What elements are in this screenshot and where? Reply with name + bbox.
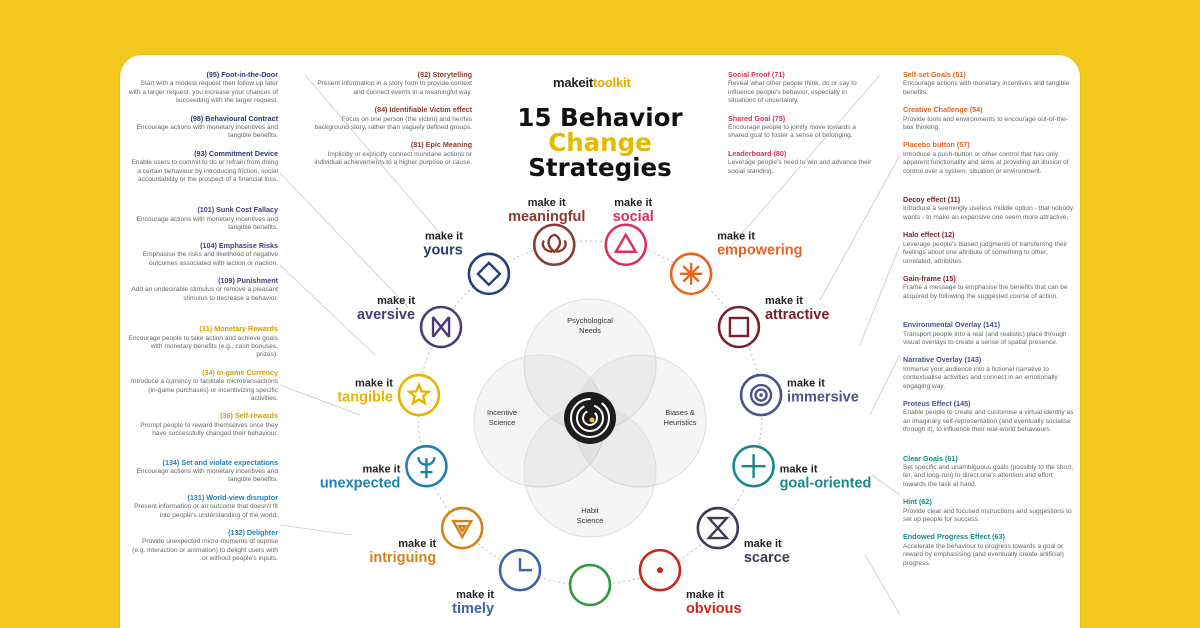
strategy-word: scarce [743, 550, 790, 567]
technique-description: Start with a modest request then follow up later with a larger request, you increase your chances of succeeding with the larger request. [128, 80, 278, 105]
strategy-label [337, 377, 393, 405]
technique-title: Social Proof (71) [728, 70, 785, 79]
strategy-word: timely [452, 601, 495, 618]
title-line-1: 15 Behavior [517, 103, 683, 132]
technique-title: (98) Behavioural Contract [190, 113, 278, 123]
technique-title: Proteus Effect (145) [903, 398, 971, 408]
strategy-word: yours [423, 242, 463, 259]
strategy-word: attractive [764, 307, 830, 323]
technique-title: (132) Delighter [228, 528, 278, 538]
strategy-label [357, 295, 415, 323]
technique-description: Encourage actions with monetary incentives and tangible benefits. [136, 468, 278, 484]
technique-title: (95) Foot-in-the-Door [206, 70, 278, 79]
strategy-node-ring [534, 225, 574, 265]
technique-title: (84) Identifiable Victim effect [374, 105, 472, 115]
technique-description: Encourage people to take action and achieve goals with monetary benefits (e.g., cash bonuses, prizes). [128, 334, 278, 359]
strategy-node-meaningful [508, 197, 585, 265]
technique-description: Present information in a story form to provide context and connect events in a meaningful way. [317, 80, 472, 96]
connector-line [870, 355, 900, 415]
strategy-word: goal-oriented [779, 475, 872, 492]
technique-title: (81) Epic Meaning [410, 140, 472, 150]
infographic-card [120, 55, 1080, 628]
technique-description: Encourage actions with monetary incentives and tangible benefits. [903, 80, 1070, 96]
strategy-word: meaningful [508, 208, 586, 225]
technique-description: Focus on one person (the victim) and her/his background story, rather than vaguely defined groups. [314, 115, 472, 132]
strategy-label [744, 538, 790, 566]
connector-line [305, 75, 450, 245]
technique-description: Accelerate the behaviour to progress towards a goal or reward by emphasising (and eventually create artificial) progress. [903, 542, 1064, 567]
strategy-node-intriguing [369, 508, 482, 566]
technique-description: Transport people into a real (and realistic) place through visual overlays to create a sense of spatial presence. [903, 330, 1067, 346]
technique-title: (109) Punishment [218, 275, 278, 285]
technique-description: Enable people to create and customise a virtual identity as an imaginary self-representation (and eventually socialise through it), to influence their real-world behaviours. [903, 409, 1074, 434]
connector-line [860, 245, 900, 345]
technique-description: Provide tools and environments to encourage out-of-the-box thinking. [903, 115, 1068, 132]
strategy-node-ring [399, 375, 439, 415]
asterisk-icon [680, 263, 702, 285]
technique-description: Encourage actions with monetary incentives and tangible benefits. [136, 124, 278, 140]
technique-description: Leverage people's biased judgments of transferring their feelings about one attribute of something to other, unrelated, attributes. [903, 240, 1068, 265]
strategy-label [508, 197, 585, 225]
strategy-node-timely [452, 550, 540, 617]
make-it-text: make it [717, 230, 756, 243]
strategy-node-social [606, 197, 654, 265]
technique-description: Enable users to commit to do or refrain from doing a certain behaviour by introducing friction, social accountability or the prospect of a financial loss. [131, 159, 278, 184]
connector-line [280, 525, 352, 535]
title-line-3: Strategies [528, 153, 672, 182]
make-it-text: make it [764, 295, 803, 307]
title-line-2: Change [548, 128, 652, 157]
technique-title: (104) Emphasise Risks [200, 240, 278, 250]
technique-title: (34) In-game Currency [202, 367, 278, 377]
strategy-label [613, 197, 654, 225]
strategy-word: tangible [337, 389, 393, 406]
technique-title: Halo effect (12) [903, 230, 955, 240]
venn-label-psychological-needs: Psychological Needs [567, 316, 613, 335]
strategy-word: intriguing [369, 550, 437, 567]
technique-description: Introduce a seemingly useless middle option - that nobody wants - to make an expensive one seem more attractive. [903, 205, 1074, 221]
strategy-word: empowering [717, 242, 803, 259]
make-it-text: make it [456, 589, 495, 602]
make-it-text: make it [362, 463, 401, 476]
make-it-text: make it [685, 589, 724, 602]
strategy-node-ring [442, 508, 482, 548]
technique-description: Introduce a currency to facilitate microtransactions (in-game purchases) or incentivizing specific activities. [131, 378, 278, 402]
technique-title: Endowed Progress Effect (63) [903, 532, 1005, 542]
strategy-word: obvious [685, 601, 742, 618]
technique-title: (101) Sunk Cost Fallacy [197, 205, 278, 215]
strategy-node-yours [423, 231, 509, 294]
strategy-node-scarce [698, 508, 790, 566]
technique-description: Immerse your audience into a fictional narrative to contextualise activities and connect in an emotionally engaging way. [903, 365, 1058, 390]
strategy-node-ring [719, 307, 759, 347]
strategy-label [452, 589, 494, 617]
make-it-text: make it [787, 377, 825, 390]
technique-title: Environmental Overlay (141) [903, 320, 1001, 330]
strategy-node-unlabeled [570, 565, 610, 605]
technique-description: Provide unexpected micro-moments of suprise (e.g. interaction or animation) to delight users with or without people's inputs. [132, 538, 278, 563]
technique-description: Reveal what other people think, do or say to influence people's behavior, especially in situations of uncertainty. [728, 80, 857, 105]
technique-description: Frame a message to emphasise the benefits that can be acquired by following the suggested course of action. [903, 284, 1068, 300]
make-it-text: make it [614, 196, 653, 209]
strategy-label [765, 295, 829, 323]
technique-title: Self-set Goals (51) [903, 70, 966, 79]
strategy-label [369, 538, 436, 566]
logo-part-2: toolkit [593, 75, 631, 90]
strategy-node-ring [606, 225, 646, 265]
technique-title: Leaderboard (80) [728, 148, 787, 158]
venn-label-habit-science: Habit Science [576, 506, 604, 525]
make-it-text: make it [424, 230, 463, 243]
strategy-label [787, 377, 859, 405]
technique-description: Encourage actions with monetary incentives and tangible benefits. [136, 215, 278, 232]
strategy-label [686, 589, 742, 617]
technique-title: Decoy effect (11) [903, 195, 961, 205]
strategy-label [717, 231, 802, 259]
logo-part-1: makeit [553, 75, 593, 90]
technique-description: Encourage people to jointly move towards a shared goal to foster a sense of belonging. [728, 124, 856, 140]
strategy-label [780, 463, 872, 491]
technique-description: Provide clear and focused instructions and suggestions to set up people for success. [903, 507, 1072, 524]
strategy-word: unexpected [319, 475, 401, 492]
technique-title: (131) World-view disruptor [187, 492, 278, 502]
technique-title: Shared Goal (75) [728, 113, 786, 123]
connector-line [820, 155, 900, 300]
make-it-text: make it [779, 463, 818, 476]
technique-description: Implicitly or explicitly connect mundane actions or individual achievements to a higher purpose or cause. [314, 150, 472, 167]
strategy-node-immersive [741, 375, 859, 415]
technique-description: Prompt people to reward themselves once they have successfully changed their behaviour. [140, 421, 278, 438]
strategy-node-tangible [337, 375, 439, 415]
connector-line [872, 475, 900, 495]
venn-label-incentive-science: Incentive Science [486, 408, 518, 427]
make-it-text: make it [398, 538, 437, 551]
strategy-node-goal-oriented [734, 446, 872, 491]
maze-icon [564, 392, 616, 444]
technique-title: (36) Self-rewards [220, 411, 278, 421]
strategy-word: social [612, 208, 654, 225]
technique-title: Placebo button (57) [903, 140, 970, 150]
make-it-text: make it [355, 377, 393, 390]
technique-title: Narrative Overlay (143) [903, 355, 982, 365]
technique-description: Emphasise the risks and likelihood of negative outcomes associated with iaction or naction. [142, 251, 278, 267]
technique-title: (134) Set and violate expectations [162, 457, 278, 467]
dot-circle-icon [657, 567, 663, 573]
technique-description: Leverage people's need to win and advance their social standing. [728, 159, 872, 175]
strategy-word: immersive [787, 389, 859, 406]
connector-line [865, 555, 900, 615]
technique-description: Add an undesirable stimulus or remove a pleasant stimulus to decrease a behavior. [131, 286, 278, 302]
technique-title: Creative Challenge (54) [903, 105, 983, 115]
venn-label-biases-heuristics: Biases & Heuristics [663, 408, 697, 427]
connector-line [732, 75, 880, 245]
strategy-node-obvious [640, 550, 742, 617]
make-it-text: make it [377, 295, 416, 307]
technique-title: (82) Storytelling [417, 70, 472, 79]
strategy-node-aversive [357, 295, 461, 347]
technique-title: Hint (62) [903, 497, 932, 507]
technique-title: Clear Goals (61) [903, 453, 958, 463]
technique-title: (31) Monetary Rewards [199, 324, 278, 334]
strategy-label [320, 463, 401, 491]
strategy-node-empowering [671, 231, 802, 294]
technique-description: Introduce a push-button or other control that has only apparent functionality and aims at providing an illusion of control over a system, situation or environment. [903, 150, 1069, 175]
make-it-text: make it [527, 196, 566, 209]
strategy-node-ring [469, 254, 509, 294]
strategy-wheel-diagram [120, 55, 1080, 628]
technique-description: Set specific and unambiguous goals (possibly to the short, ter, and long-run) to direct one's attention and effort towards the task at hand. [903, 464, 1074, 488]
technique-title: (93) Commitment Device [194, 148, 278, 158]
strategy-node-ring [570, 565, 610, 605]
technique-title: Gain-frame (15) [903, 273, 956, 283]
strategy-label [423, 231, 463, 259]
technique-description: Present information or an outcome that doesn't fit into people's understanding of the world. [134, 503, 278, 519]
strategy-node-attractive [719, 295, 829, 347]
strategy-word: aversive [356, 307, 416, 323]
connector-line [280, 173, 408, 307]
strategy-node-unexpected [320, 446, 447, 491]
make-it-text: make it [743, 538, 782, 551]
